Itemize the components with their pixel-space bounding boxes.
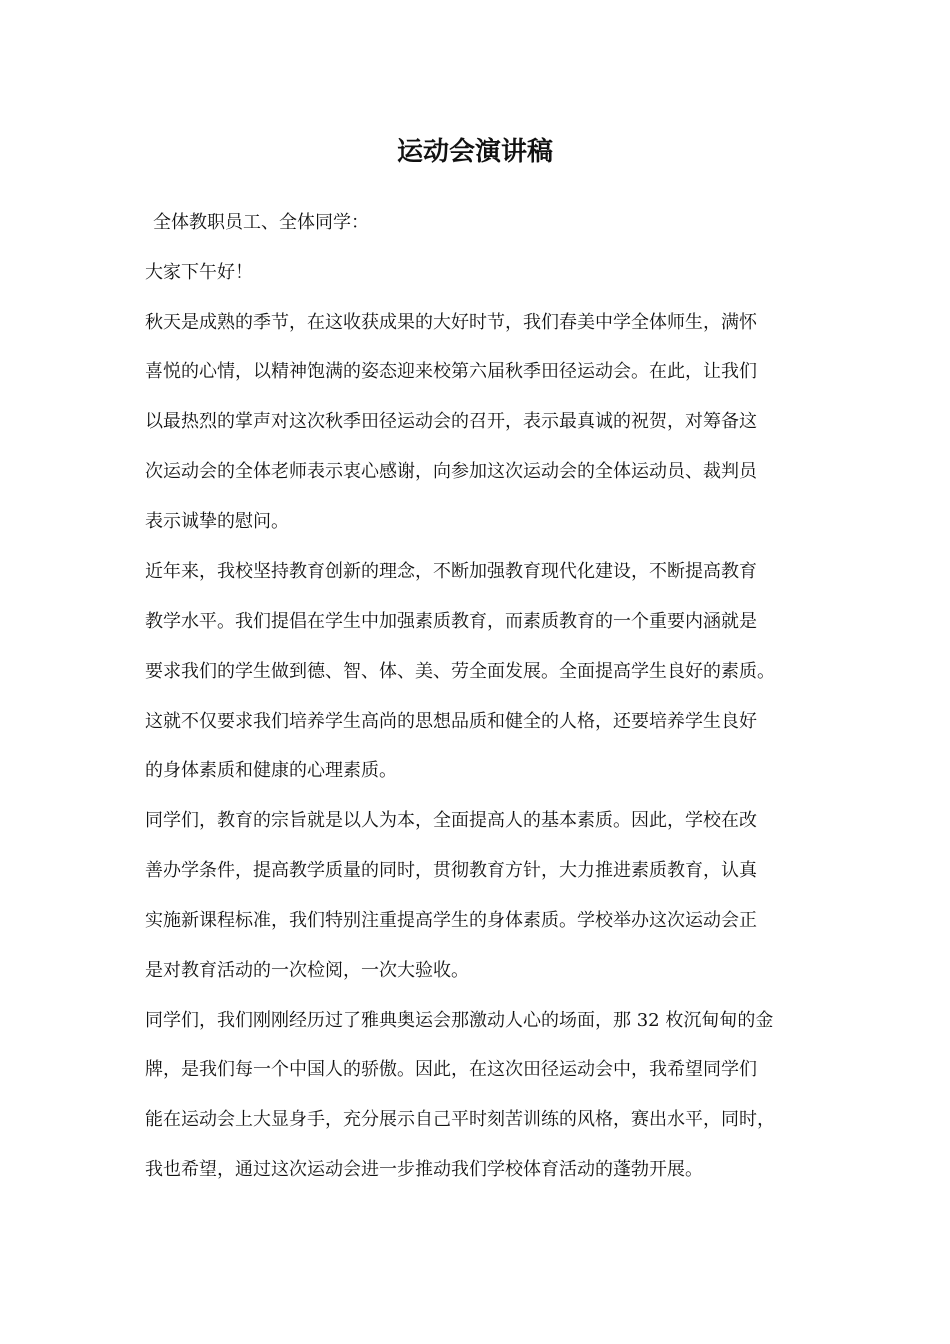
paragraph-line: 教学水平。我们提倡在学生中加强素质教育，而素质教育的一个重要内涵就是 (145, 611, 757, 632)
paragraph-line: 以最热烈的掌声对这次秋季田径运动会的召开，表示最真诚的祝贺，对筹备这 (145, 411, 757, 432)
salutation: 全体教职员工、全体同学： (153, 212, 369, 233)
paragraph-line: 次运动会的全体老师表示衷心感谢，向参加这次运动会的全体运动员、裁判员 (145, 461, 757, 482)
paragraph-line: 近年来，我校坚持教育创新的理念，不断加强教育现代化建设，不断提高教育 (145, 561, 757, 582)
paragraph-line: 要求我们的学生做到德、智、体、美、劳全面发展。全面提高学生良好的素质。 (145, 661, 775, 682)
paragraph-line: 是对教育活动的一次检阅，一次大验收。 (145, 960, 469, 981)
paragraph-line: 秋天是成熟的季节，在这收获成果的大好时节，我们春美中学全体师生，满怀 (145, 312, 757, 333)
paragraph-line: 善办学条件，提高教学质量的同时，贯彻教育方针，大力推进素质教育，认真 (145, 860, 757, 881)
paragraph-line: 实施新课程标准，我们特别注重提高学生的身体素质。学校举办这次运动会正 (145, 910, 757, 931)
paragraph-line: 这就不仅要求我们培养学生高尚的思想品质和健全的人格，还要培养学生良好 (145, 711, 757, 732)
paragraph-line: 同学们，教育的宗旨就是以人为本，全面提高人的基本素质。因此，学校在改 (145, 810, 757, 831)
paragraph-line: 喜悦的心情，以精神饱满的姿态迎来校第六届秋季田径运动会。在此，让我们 (145, 361, 757, 382)
greeting: 大家下午好！ (145, 262, 253, 283)
paragraph-line: 我也希望，通过这次运动会进一步推动我们学校体育活动的蓬勃开展。 (145, 1159, 703, 1180)
paragraph-line: 的身体素质和健康的心理素质。 (145, 760, 397, 781)
paragraph-line: 能在运动会上大显身手，充分展示自己平时刻苦训练的风格，赛出水平，同时， (145, 1109, 775, 1130)
paragraph-line: 牌，是我们每一个中国人的骄傲。因此，在这次田径运动会中，我希望同学们 (145, 1059, 757, 1080)
paragraph-line: 同学们，我们刚刚经历过了雅典奥运会那激动人心的场面，那 32 枚沉甸甸的金 (145, 1010, 774, 1031)
document-title: 运动会演讲稿 (396, 137, 553, 167)
paragraph-line: 表示诚挚的慰问。 (145, 511, 289, 532)
